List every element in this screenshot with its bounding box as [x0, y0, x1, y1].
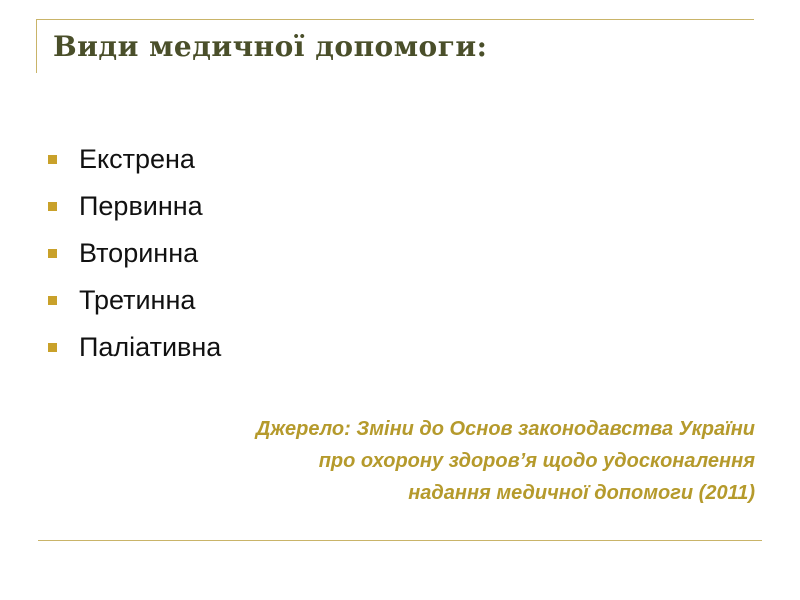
bullet-label: Екстрена — [79, 144, 195, 174]
bullet-item-palliative — [48, 324, 221, 371]
bullet-item-tertiary — [48, 277, 221, 324]
square-bullet-icon — [48, 202, 57, 211]
bullet-label: Вторинна — [79, 238, 199, 268]
bullet-item-emergency — [48, 136, 221, 183]
bullet-label: Третинна — [79, 285, 196, 315]
source-line: Джерело: Зміни до Основ законодавства України — [255, 418, 755, 440]
slide-title: Види медичної допомоги: — [53, 30, 488, 63]
source-line: про охорону здоров’я щодо удосконалення — [318, 450, 755, 472]
square-bullet-icon — [48, 343, 57, 352]
square-bullet-icon — [48, 249, 57, 258]
bullet-label: Паліативна — [79, 332, 222, 362]
top-divider — [36, 19, 754, 20]
bullet-list — [48, 136, 221, 371]
source-citation — [75, 413, 755, 509]
bullet-item-primary — [48, 183, 221, 230]
bullet-label: Первинна — [79, 191, 203, 221]
bottom-divider — [38, 540, 762, 541]
square-bullet-icon — [48, 155, 57, 164]
source-line: надання медичної допомоги (2011) — [408, 482, 755, 504]
square-bullet-icon — [48, 296, 57, 305]
bullet-item-secondary — [48, 230, 221, 277]
left-divider — [36, 19, 37, 73]
